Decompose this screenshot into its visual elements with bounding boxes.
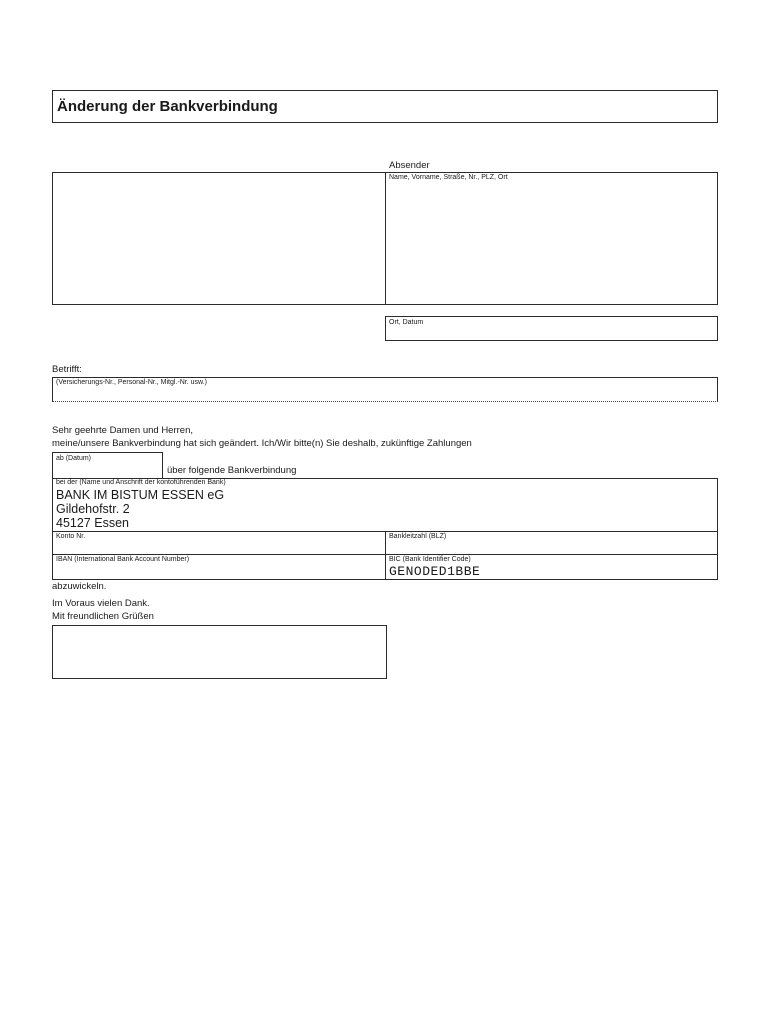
title-box bbox=[52, 90, 718, 123]
closing-line-3: Mit freundlichen Grüßen bbox=[52, 611, 154, 622]
blz-hint: Bankleitzahl (BLZ) bbox=[389, 533, 447, 540]
bank-city: 45127 Essen bbox=[56, 516, 129, 530]
sender-address-field[interactable] bbox=[385, 172, 718, 305]
bank-name: BANK IM BISTUM ESSEN eG bbox=[56, 488, 225, 502]
subject-hint: (Versicherungs-Nr., Personal-Nr., Mitgl.-Nr. usw.) bbox=[56, 379, 207, 386]
subject-heading: Betrifft: bbox=[52, 364, 82, 375]
account-number-hint: Konto Nr. bbox=[56, 533, 86, 540]
blz-field[interactable] bbox=[385, 531, 718, 555]
from-date-hint: ab (Datum) bbox=[56, 455, 92, 462]
from-date-field[interactable] bbox=[52, 452, 163, 479]
bic-field[interactable] bbox=[385, 554, 718, 580]
bank-address-hint: bei der (Name und Anschrift der kontoführenden Bank) bbox=[56, 479, 226, 486]
greeting-text: Sehr geehrte Damen und Herren, bbox=[52, 425, 193, 436]
sender-hint: Name, Vorname, Straße, Nr., PLZ, Ort bbox=[389, 174, 508, 181]
bank-address-field[interactable] bbox=[52, 478, 718, 532]
bic-value: GENODED1BBE bbox=[389, 564, 481, 579]
page-title: Änderung der Bankverbindung bbox=[57, 98, 278, 115]
closing-line-2: Im Voraus vielen Dank. bbox=[52, 598, 150, 609]
intro-text: meine/unsere Bankverbindung hat sich geändert. Ich/Wir bitte(n) Sie deshalb, zukünftige Zahlungen bbox=[52, 438, 472, 449]
sender-heading: Absender bbox=[389, 160, 430, 171]
signature-field[interactable] bbox=[52, 625, 387, 679]
via-text: über folgende Bankverbindung bbox=[167, 465, 297, 476]
iban-hint: IBAN (International Bank Account Number) bbox=[56, 556, 190, 563]
bank-street: Gildehofstr. 2 bbox=[56, 502, 130, 516]
subject-field[interactable] bbox=[52, 377, 718, 402]
closing-line-1: abzuwickeln. bbox=[52, 581, 107, 592]
place-date-hint: Ort, Datum bbox=[389, 319, 424, 326]
account-number-field[interactable] bbox=[52, 531, 386, 555]
recipient-address-field[interactable] bbox=[52, 172, 386, 305]
bic-hint: BIC (Bank Identifier Code) bbox=[389, 556, 471, 563]
iban-field[interactable] bbox=[52, 554, 386, 580]
place-date-field[interactable] bbox=[385, 316, 718, 341]
